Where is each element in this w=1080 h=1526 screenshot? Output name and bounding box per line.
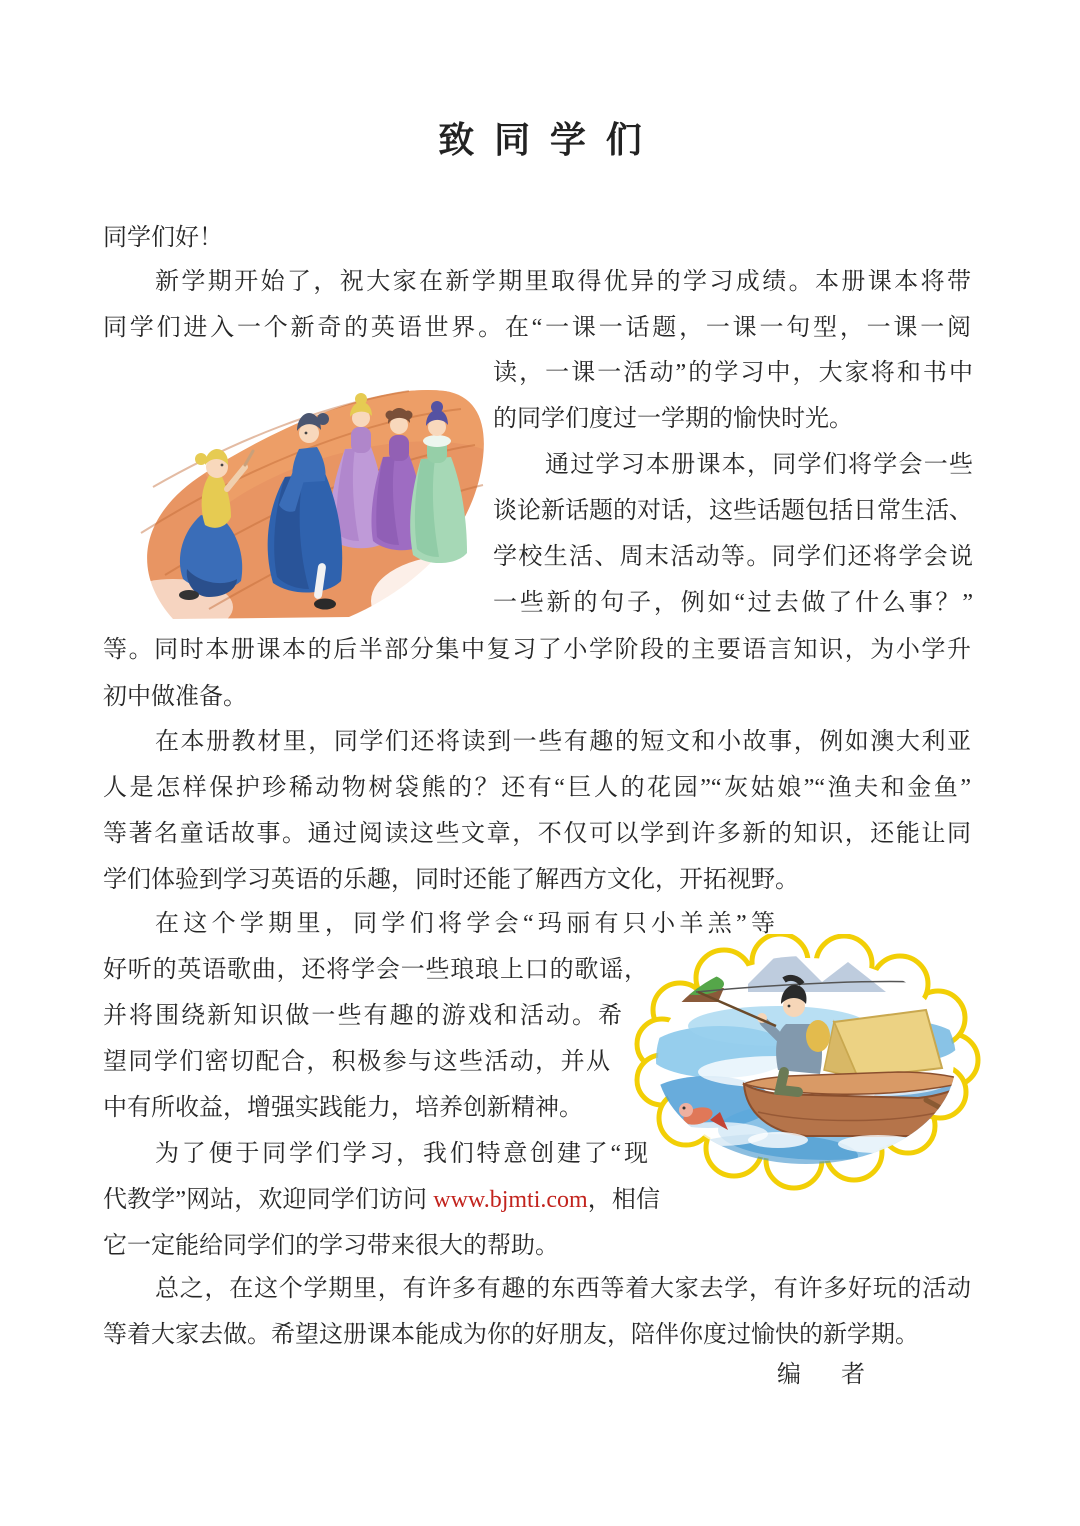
text-line: 学们体验到学习英语的乐趣，同时还能了解西方文化，开拓视野。 xyxy=(103,867,799,893)
text-line: 谈论新话题的对话，这些话题包括日常生活、 xyxy=(493,498,973,524)
text-line: 并将围绕新知识做一些有趣的游戏和活动。希 xyxy=(103,1003,622,1029)
text-line: 等著名童话故事。通过阅读这些文章，不仅可以学到许多新的知识，还能让同 xyxy=(103,821,971,847)
text-line: 等。同时本册课本的后半部分集中复习了小学阶段的主要语言知识，为小学升 xyxy=(103,637,971,663)
text-line: 为了便于同学们学习，我们特意创建了“现 xyxy=(155,1141,648,1167)
line-text: ，相信 xyxy=(587,1187,661,1213)
page-title: 致同学们 xyxy=(438,119,662,160)
text-line: 总之，在这个学期里，有许多有趣的东西等着大家去学，有许多好玩的活动 xyxy=(155,1276,971,1302)
greeting-line: 同学们好！ xyxy=(103,225,223,251)
text-line: 的同学们度过一学期的愉快时光。 xyxy=(493,406,853,432)
text-line: 新学期开始了，祝大家在新学期里取得优异的学习成绩。本册课本将带 xyxy=(155,269,971,295)
text-line: 中有所收益，增强实践能力，培养创新精神。 xyxy=(103,1095,583,1121)
princesses-illustration xyxy=(113,357,491,619)
princesses-illustration-svg xyxy=(113,357,491,619)
text-line: 望同学们密切配合，积极参与这些活动，并从 xyxy=(103,1049,610,1075)
text-line: 它一定能给同学们的学习带来很大的帮助。 xyxy=(103,1233,559,1259)
water-splash xyxy=(748,1132,808,1148)
website-link[interactable]: www.bjmti.com xyxy=(433,1187,588,1213)
fishing-boat-illustration xyxy=(628,934,984,1192)
text-line: 在这个学期里，同学们将学会“玛丽有只小羊羔”等 xyxy=(155,911,775,937)
editor-signature: 编 者 xyxy=(777,1362,873,1388)
line-text: 代教学”网站，欢迎同学们访问 xyxy=(103,1187,434,1213)
text-line: 在本册教材里，同学们还将读到一些有趣的短文和小故事，例如澳大利亚 xyxy=(155,729,971,755)
text-line: 同学们进入一个新奇的英语世界。在“一课一话题，一课一句型，一课一阅 xyxy=(103,315,971,341)
text-line: 一些新的句子，例如“过去做了什么事？” xyxy=(493,590,973,616)
text-line: 通过学习本册课本，同学们将学会一些 xyxy=(545,452,973,478)
text-line: 人是怎样保护珍稀动物树袋熊的？还有“巨人的花园”“灰姑娘”“渔夫和金鱼” xyxy=(103,775,971,801)
text-line: 好听的英语歌曲，还将学会一些琅琅上口的歌谣， xyxy=(103,957,648,983)
text-line: 学校生活、周末活动等。同学们还将学会说 xyxy=(493,544,973,570)
text-line: 读，一课一活动”的学习中，大家将和书中 xyxy=(493,360,973,386)
text-line: 初中做准备。 xyxy=(103,684,247,710)
text-line-with-link xyxy=(103,1185,660,1215)
text-line: 等着大家去做。希望这册课本能成为你的好朋友，陪伴你度过愉快的新学期。 xyxy=(103,1322,919,1348)
fishing-boat-illustration-svg xyxy=(628,934,984,1192)
